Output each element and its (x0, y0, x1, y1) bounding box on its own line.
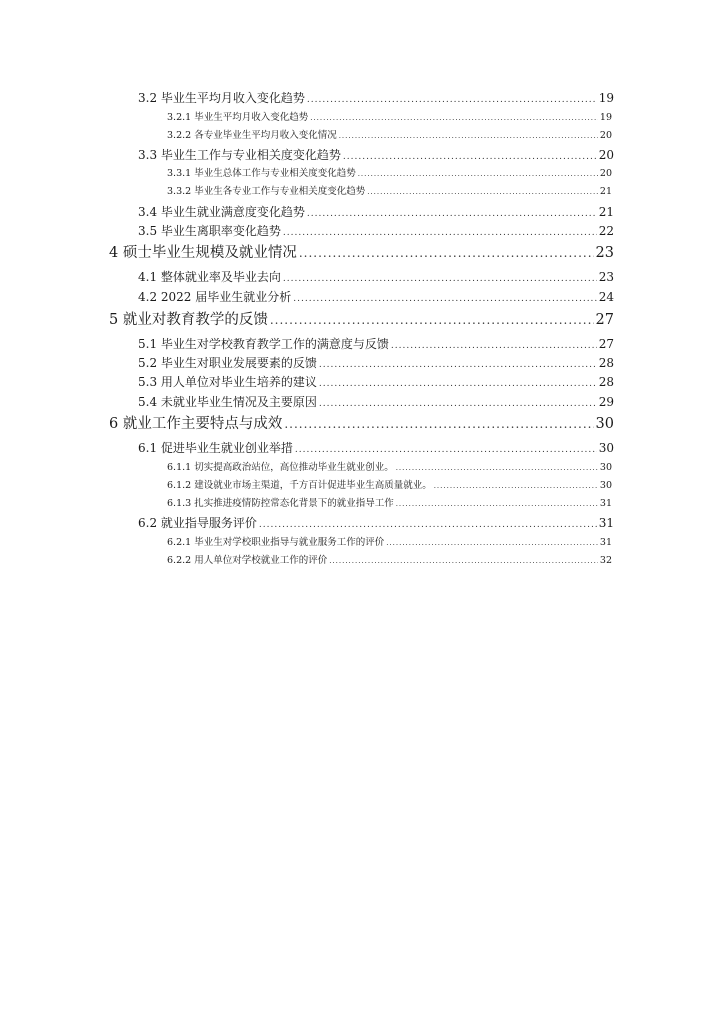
dot-leader (358, 170, 598, 178)
toc-entry-page-number: 20 (598, 148, 614, 162)
toc-entry-title: 6.1.2 建设就业市场主渠道，千方百计促进毕业生高质量就业。 (167, 480, 432, 491)
toc-entry[interactable] (167, 168, 612, 179)
toc-entry-page-number: 31 (598, 516, 614, 530)
toc-entry-title: 5.4 未就业毕业生情况及主要原因 (138, 395, 317, 409)
toc-entry[interactable] (138, 148, 614, 163)
toc-entry-page-number: 21 (598, 205, 614, 219)
dot-leader (259, 520, 597, 531)
dot-leader (270, 313, 594, 327)
toc-entry-page-number: 28 (598, 356, 614, 370)
toc-entry[interactable] (138, 356, 614, 371)
dot-leader (295, 445, 597, 456)
dot-leader (343, 152, 597, 163)
toc-entry[interactable] (167, 480, 612, 491)
dot-leader (299, 246, 594, 260)
toc-entry-title: 6.2 就业指导服务评价 (138, 516, 257, 530)
toc-entry[interactable] (167, 186, 612, 197)
toc-entry-title: 5.3 用人单位对毕业生培养的建议 (138, 375, 317, 389)
toc-entry[interactable] (109, 245, 614, 262)
toc-entry[interactable] (109, 312, 614, 329)
toc-entry-title: 6.2.1 毕业生对学校职业指导与就业服务工作的评价 (167, 537, 385, 548)
dot-leader (283, 228, 597, 239)
dot-leader (386, 539, 598, 547)
toc-entry[interactable] (138, 270, 614, 285)
toc-entry-title: 3.3.1 毕业生总体工作与专业相关度变化趋势 (167, 168, 356, 179)
toc-entry-page-number: 31 (599, 537, 612, 548)
toc-entry[interactable] (138, 441, 614, 456)
toc-entry-page-number: 30 (599, 480, 612, 491)
toc-entry-page-number: 31 (599, 498, 612, 509)
toc-entry-title: 3.2.1 毕业生平均月收入变化趋势 (167, 112, 309, 123)
dot-leader (319, 360, 597, 371)
dot-leader (283, 274, 597, 285)
toc-entry-page-number: 27 (598, 337, 614, 351)
toc-entry-page-number: 27 (595, 312, 614, 328)
toc-entry-page-number: 23 (598, 270, 614, 284)
toc-entry-title: 3.4 毕业生就业满意度变化趋势 (138, 205, 305, 219)
toc-entry-page-number: 24 (598, 290, 614, 304)
dot-leader (284, 417, 593, 431)
toc-entry-page-number: 20 (599, 168, 612, 179)
toc-entry-title: 4 硕士毕业生规模及就业情况 (109, 245, 297, 261)
toc-entry-page-number: 28 (598, 375, 614, 389)
toc-entry-title: 5 就业对教育教学的反馈 (109, 312, 268, 328)
toc-entry-page-number: 19 (599, 112, 612, 123)
dot-leader (310, 114, 598, 122)
toc-entry-page-number: 20 (599, 130, 612, 141)
toc-entry-title: 5.2 毕业生对职业发展要素的反馈 (138, 356, 317, 370)
toc-entry[interactable] (167, 130, 612, 141)
toc-entry[interactable] (138, 91, 614, 106)
dot-leader (434, 482, 598, 490)
dot-leader (319, 379, 597, 390)
toc-entry[interactable] (138, 337, 614, 352)
toc-entry-page-number: 19 (598, 91, 614, 105)
toc-entry-page-number: 30 (598, 441, 614, 455)
toc-entry[interactable] (109, 416, 614, 433)
dot-leader (307, 95, 597, 106)
toc-entry[interactable] (167, 555, 612, 566)
toc-entry[interactable] (138, 395, 614, 410)
toc-entry-page-number: 30 (595, 416, 614, 432)
dot-leader (319, 399, 597, 410)
toc-entry-title: 4.1 整体就业率及毕业去向 (138, 270, 281, 284)
toc-entry-title: 3.2 毕业生平均月收入变化趋势 (138, 91, 305, 105)
toc-entry[interactable] (138, 375, 614, 390)
toc-entry-title: 6.1.3 扎实推进疫情防控常态化背景下的就业指导工作 (167, 498, 394, 509)
toc-entry-title: 6.1 促进毕业生就业创业举措 (138, 441, 293, 455)
dot-leader (293, 294, 596, 305)
dot-leader (367, 188, 598, 196)
toc-entry[interactable] (167, 537, 612, 548)
toc-entry[interactable] (138, 205, 614, 220)
dot-leader (339, 132, 598, 140)
toc-entry-title: 6.1.1 切实提高政治站位，高位推动毕业生就业创业。 (167, 462, 394, 473)
toc-entry-page-number: 29 (598, 395, 614, 409)
dot-leader (396, 464, 598, 472)
toc-entry[interactable] (138, 290, 614, 305)
dot-leader (396, 500, 598, 508)
toc-entry-title: 3.2.2 各专业毕业生平均月收入变化情况 (167, 130, 337, 141)
toc-entry-title: 3.3 毕业生工作与专业相关度变化趋势 (138, 148, 341, 162)
toc-entry[interactable] (167, 498, 612, 509)
toc-entry-page-number: 30 (599, 462, 612, 473)
toc-entry-title: 5.1 毕业生对学校教育教学工作的满意度与反馈 (138, 337, 389, 351)
dot-leader (329, 557, 598, 565)
dot-leader (307, 209, 597, 220)
toc-entry-title: 6.2.2 用人单位对学校就业工作的评价 (167, 555, 328, 566)
toc-entry[interactable] (138, 516, 614, 531)
toc-entry-title: 3.3.2 毕业生各专业工作与专业相关度变化趋势 (167, 186, 366, 197)
toc-entry[interactable] (167, 112, 612, 123)
toc-entry-title: 6 就业工作主要特点与成效 (109, 416, 283, 432)
toc-entry-page-number: 22 (598, 224, 614, 238)
dot-leader (391, 341, 597, 352)
toc-entry-title: 3.5 毕业生离职率变化趋势 (138, 224, 281, 238)
toc-entry-page-number: 21 (599, 186, 612, 197)
toc-entry[interactable] (167, 462, 612, 473)
toc-entry[interactable] (138, 224, 614, 239)
toc-entry-title: 4.2 2022 届毕业生就业分析 (138, 290, 292, 304)
toc-entry-page-number: 23 (595, 245, 614, 261)
toc-entry-page-number: 32 (599, 555, 612, 566)
